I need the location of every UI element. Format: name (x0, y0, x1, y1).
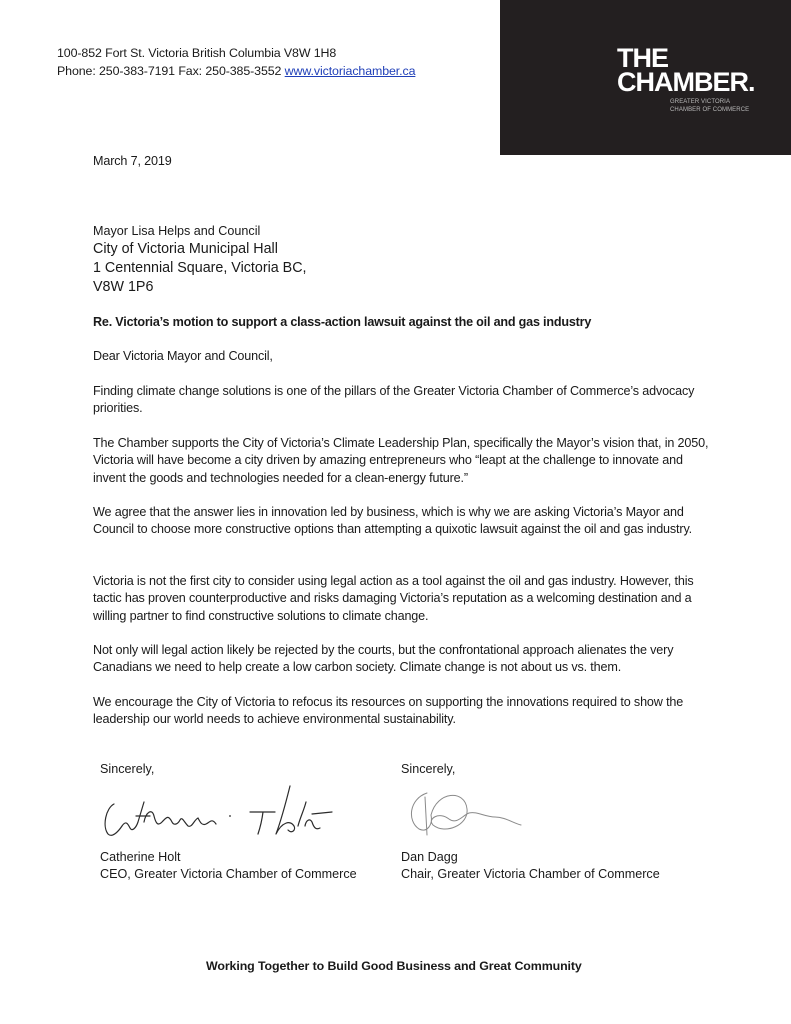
signer-name-2: Dan Dagg (401, 850, 458, 864)
chamber-logo (500, 0, 791, 155)
paragraph-4: Victoria is not the first city to consider using legal action as a tool against the oil and gas industry. However, this tactic has proven counterproductive and risks damaging Victoria’s reputation as a welcoming destination and a willing partner to find constructive solutions to climate change. (93, 574, 694, 623)
salutation: Dear Victoria Mayor and Council, (93, 349, 273, 363)
logo-line-chamber: CHAMBER. (617, 67, 755, 97)
logo-subtitle-line2: CHAMBER OF COMMERCE (670, 106, 750, 113)
logo-subtitle (670, 99, 749, 114)
logo-line-the: THE (617, 43, 668, 73)
letter-date: March 7, 2019 (93, 154, 172, 168)
footer-tagline: Working Together to Build Good Business and Great Community (206, 959, 582, 973)
paragraph-5: Not only will legal action likely be rejected by the courts, but the confrontational approach alienates the very Canadians we need to help create a low carbon society. Climate change is not about us vs. them. (93, 643, 674, 675)
paragraph-6: We encourage the City of Victoria to refocus its resources on supporting the innovations required to show the leadership our world needs to achieve environmental sustainability. (93, 695, 684, 727)
contact-phone-fax: Phone: 250-383-7191 Fax: 250-385-3552 (57, 64, 285, 78)
letterhead-address: 100-852 Fort St. Victoria British Columbia V8W 1H8 (57, 46, 337, 60)
letterhead-contact (57, 62, 415, 80)
signature-catherine-holt-icon (100, 782, 335, 842)
paragraph-2: The Chamber supports the City of Victoria’s Climate Leadership Plan, specifically the Mayor’s vision that, in 2050, Victoria will have become a city driven by amazing entrepreneurs who “leapt at the challenge to innovate and invent the goods and technologies needed for a clean-energy future.” (93, 436, 709, 485)
signer-name-1: Catherine Holt (100, 850, 181, 864)
signer-title-2: Chair, Greater Victoria Chamber of Commerce (401, 867, 660, 881)
website-link[interactable]: www.victoriachamber.ca (284, 64, 416, 78)
recipient-line3: 1 Centennial Square, Victoria BC, (93, 260, 307, 276)
recipient-line1: Mayor Lisa Helps and Council (93, 224, 261, 238)
recipient-line2: City of Victoria Municipal Hall (93, 241, 278, 257)
paragraph-3: We agree that the answer lies in innovation led by business, which is why we are asking Victoria’s Mayor and Council to choose more constructive options than attempting a quixotic lawsuit against the oil and gas industry. (93, 505, 693, 537)
subject-line: Re. Victoria’s motion to support a class-action lawsuit against the oil and gas industry (93, 315, 592, 329)
paragraph-1: Finding climate change solutions is one of the pillars of the Greater Victoria Chamber of Commerce’s advocacy priorities. (93, 384, 695, 416)
signer-title-1: CEO, Greater Victoria Chamber of Commerce (100, 867, 357, 881)
closing-1: Sincerely, (100, 762, 155, 776)
logo-subtitle-line1: GREATER VICTORIA (670, 99, 731, 105)
recipient-line4: V8W 1P6 (93, 279, 154, 295)
signature-dan-dagg-icon (405, 785, 535, 840)
closing-2: Sincerely, (401, 762, 456, 776)
